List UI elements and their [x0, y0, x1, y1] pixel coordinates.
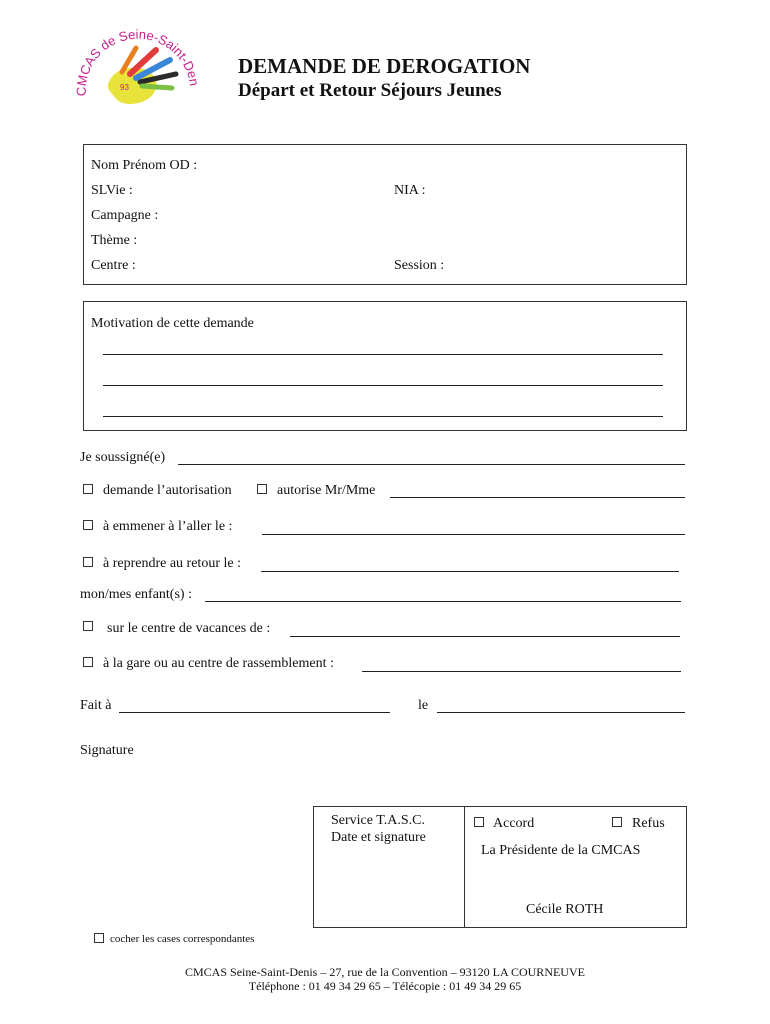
motivation-line-2[interactable] — [103, 385, 663, 386]
emmener-checkbox[interactable] — [83, 520, 93, 530]
service-tasc-label: Service T.A.S.C. — [331, 813, 425, 828]
cmcas-logo — [72, 26, 197, 108]
reprendre-field[interactable] — [261, 571, 679, 572]
refus-label: Refus — [632, 816, 665, 831]
centre-vacances-label: sur le centre de vacances de : — [107, 621, 271, 636]
soussigne-field[interactable] — [178, 464, 685, 465]
cmcas-logo-graphic — [72, 26, 197, 108]
centre-vacances-checkbox[interactable] — [83, 621, 93, 631]
session-label: Session : — [394, 258, 445, 273]
legend-checkbox — [94, 933, 104, 943]
gare-checkbox[interactable] — [83, 657, 93, 667]
reprendre-label: à reprendre au retour le : — [103, 556, 241, 571]
refus-checkbox[interactable] — [612, 817, 622, 827]
signature-label: Signature — [80, 743, 134, 758]
demande-autorisation-checkbox[interactable] — [83, 484, 93, 494]
emmener-field[interactable] — [262, 534, 685, 535]
theme-label: Thème : — [91, 233, 138, 248]
campagne-label: Campagne : — [91, 208, 159, 223]
presidente-label: La Présidente de la CMCAS — [481, 843, 641, 858]
autorise-label: autorise Mr/Mme — [277, 483, 376, 498]
accord-label: Accord — [493, 816, 535, 831]
slvie-label: SLVie : — [91, 183, 133, 198]
presidente-name: Cécile ROTH — [526, 902, 604, 917]
date-signature-label: Date et signature — [331, 830, 426, 845]
reprendre-checkbox[interactable] — [83, 557, 93, 567]
motivation-line-1[interactable] — [103, 354, 663, 355]
centre-vacances-field[interactable] — [290, 636, 680, 637]
nia-label: NIA : — [394, 183, 426, 198]
footer-phone: Téléphone : 01 49 34 29 65 – Télécopie : 01 49 34 29 65 — [248, 979, 522, 993]
nom-prenom-label: Nom Prénom OD : — [91, 158, 198, 173]
checkbox-note: cocher les cases correspondantes — [110, 933, 255, 945]
accord-checkbox[interactable] — [474, 817, 484, 827]
logo-dept-number: 93 — [120, 83, 129, 92]
service-box-divider — [464, 806, 465, 928]
gare-label: à la gare ou au centre de rassemblement : — [103, 656, 334, 671]
emmener-label: à emmener à l’aller le : — [103, 519, 233, 534]
demande-autorisation-label: demande l’autorisation — [103, 483, 232, 498]
autorise-checkbox[interactable] — [257, 484, 267, 494]
page-title: DEMANDE DE DEROGATION — [238, 54, 531, 78]
page-subtitle: Départ et Retour Séjours Jeunes — [238, 80, 502, 101]
fait-a-label: Fait à — [80, 698, 112, 713]
motivation-label: Motivation de cette demande — [91, 316, 254, 331]
centre-label: Centre : — [91, 258, 136, 273]
fait-a-field[interactable] — [119, 712, 390, 713]
date-field[interactable] — [437, 712, 685, 713]
motivation-line-3[interactable] — [103, 416, 663, 417]
logo-arc-text: CMCAS de Seine-Saint-D — [73, 26, 197, 97]
enfants-label: mon/mes enfant(s) : — [80, 587, 192, 602]
footer-address: CMCAS Seine-Saint-Denis – 27, rue de la Convention – 93120 LA COURNEUVE — [185, 965, 585, 979]
enfants-field[interactable] — [205, 601, 681, 602]
gare-field[interactable] — [362, 671, 681, 672]
soussigne-label: Je soussigné(e) — [80, 450, 166, 465]
date-le-label: le — [418, 698, 429, 713]
autorise-field[interactable] — [390, 497, 685, 498]
